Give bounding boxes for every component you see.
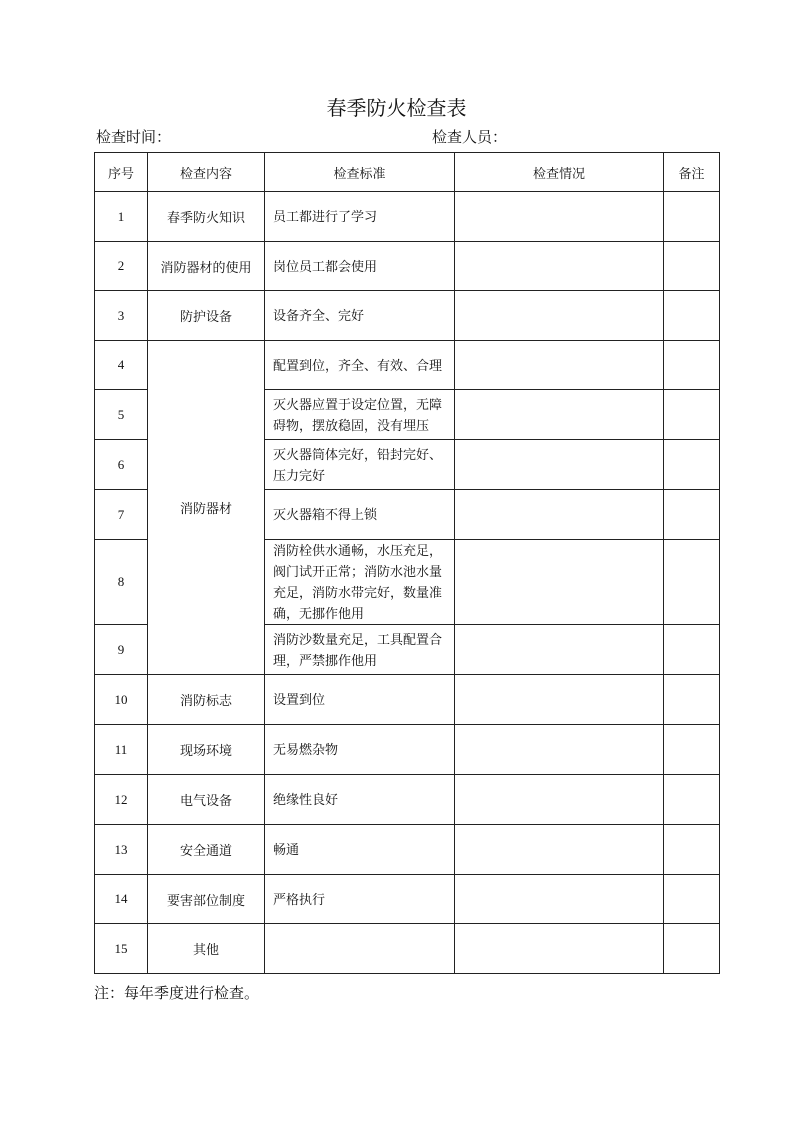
row-no: 14 (95, 875, 148, 924)
row-standard: 员工都进行了学习 (265, 192, 455, 242)
row-item: 其他 (148, 924, 265, 974)
row-standard: 岗位员工都会使用 (265, 242, 455, 291)
row-item-merged: 消防器材 (148, 341, 265, 675)
row-no: 6 (95, 440, 148, 490)
row-standard: 灭火器应置于设定位置，无障碍物，摆放稳固，没有埋压 (265, 390, 455, 440)
row-remark-cell[interactable] (664, 675, 720, 725)
table-row (95, 242, 720, 291)
row-item: 消防器材的使用 (148, 242, 265, 291)
table-row (95, 725, 720, 775)
row-result-cell[interactable] (455, 625, 664, 675)
row-item: 要害部位制度 (148, 875, 265, 924)
table-row (95, 291, 720, 341)
inspector-label: 检查人员： (432, 130, 508, 146)
row-no: 10 (95, 675, 148, 725)
row-item: 春季防火知识 (148, 192, 265, 242)
row-item: 电气设备 (148, 775, 265, 825)
row-result-cell[interactable] (455, 440, 664, 490)
row-result-cell[interactable] (455, 540, 664, 625)
row-no: 5 (95, 390, 148, 440)
row-remark-cell[interactable] (664, 242, 720, 291)
row-standard: 绝缘性良好 (265, 775, 455, 825)
footnote: 注：每年季度进行检查。 (94, 986, 260, 1002)
row-standard: 无易燃杂物 (265, 725, 455, 775)
row-remark-cell[interactable] (664, 775, 720, 825)
row-standard (265, 924, 455, 974)
row-remark-cell[interactable] (664, 625, 720, 675)
row-remark-cell[interactable] (664, 540, 720, 625)
row-standard: 设备齐全、完好 (265, 291, 455, 341)
table-row (95, 675, 720, 725)
row-item: 安全通道 (148, 825, 265, 875)
row-standard: 消防栓供水通畅，水压充足，阀门试开正常；消防水池水量充足，消防水带完好，数量准确，无挪作他用 (265, 540, 455, 625)
row-standard: 灭火器筒体完好，铅封完好、压力完好 (265, 440, 455, 490)
row-result-cell[interactable] (455, 924, 664, 974)
row-result-cell[interactable] (455, 825, 664, 875)
row-no: 9 (95, 625, 148, 675)
row-result-cell[interactable] (455, 390, 664, 440)
row-standard: 消防沙数量充足，工具配置合理，严禁挪作他用 (265, 625, 455, 675)
row-result-cell[interactable] (455, 775, 664, 825)
page-title: 春季防火检查表 (326, 98, 467, 120)
row-no: 7 (95, 490, 148, 540)
row-remark-cell[interactable] (664, 341, 720, 390)
row-remark-cell[interactable] (664, 390, 720, 440)
header-row (95, 153, 720, 192)
header-result: 检查情况 (455, 153, 664, 192)
row-no: 11 (95, 725, 148, 775)
row-item: 现场环境 (148, 725, 265, 775)
inspection-time-label: 检查时间： (96, 130, 172, 146)
header-item: 检查内容 (148, 153, 265, 192)
row-result-cell[interactable] (455, 875, 664, 924)
row-remark-cell[interactable] (664, 875, 720, 924)
row-item: 消防标志 (148, 675, 265, 725)
row-remark-cell[interactable] (664, 725, 720, 775)
row-no: 2 (95, 242, 148, 291)
row-standard: 畅通 (265, 825, 455, 875)
row-result-cell[interactable] (455, 341, 664, 390)
row-remark-cell[interactable] (664, 192, 720, 242)
row-result-cell[interactable] (455, 675, 664, 725)
row-no: 1 (95, 192, 148, 242)
row-remark-cell[interactable] (664, 440, 720, 490)
row-remark-cell[interactable] (664, 924, 720, 974)
row-result-cell[interactable] (455, 490, 664, 540)
row-standard: 灭火器箱不得上锁 (265, 490, 455, 540)
row-no: 3 (95, 291, 148, 341)
row-remark-cell[interactable] (664, 291, 720, 341)
row-result-cell[interactable] (455, 242, 664, 291)
row-item: 防护设备 (148, 291, 265, 341)
table-row (95, 875, 720, 924)
header-remark: 备注 (664, 153, 720, 192)
table-row (95, 924, 720, 974)
inspection-table (94, 152, 720, 974)
header-no: 序号 (95, 153, 148, 192)
table-row (95, 825, 720, 875)
header-standard: 检查标准 (265, 153, 455, 192)
row-standard: 严格执行 (265, 875, 455, 924)
row-standard: 设置到位 (265, 675, 455, 725)
row-remark-cell[interactable] (664, 490, 720, 540)
row-no: 12 (95, 775, 148, 825)
row-remark-cell[interactable] (664, 825, 720, 875)
row-no: 15 (95, 924, 148, 974)
row-standard: 配置到位，齐全、有效、合理 (265, 341, 455, 390)
row-result-cell[interactable] (455, 291, 664, 341)
row-result-cell[interactable] (455, 192, 664, 242)
table-row (95, 341, 720, 390)
row-no: 8 (95, 540, 148, 625)
row-no: 4 (95, 341, 148, 390)
row-result-cell[interactable] (455, 725, 664, 775)
table-row (95, 775, 720, 825)
row-no: 13 (95, 825, 148, 875)
table-row (95, 192, 720, 242)
